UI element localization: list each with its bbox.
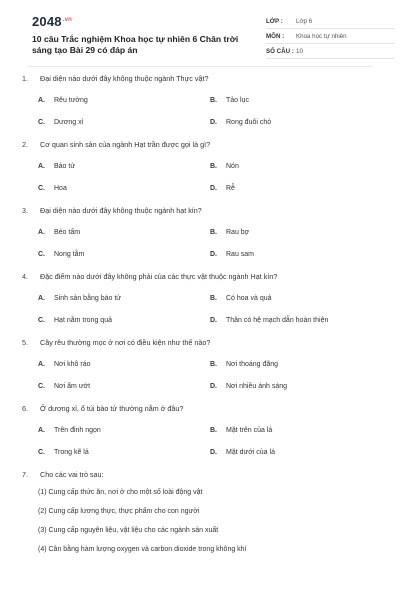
- answer-options: [0, 294, 400, 326]
- answer-letter: C.: [38, 449, 45, 456]
- info-value: 10: [296, 47, 303, 55]
- answer-text: Bào tử: [54, 163, 76, 170]
- answer-option-d[interactable]: [210, 118, 382, 128]
- answer-options: [0, 228, 400, 260]
- answer-option-c[interactable]: [38, 184, 210, 194]
- answer-letter: B.: [210, 427, 217, 434]
- role-item: (1) Cung cấp thức ăn, nơi ở cho một số loài động vật: [38, 489, 203, 496]
- question-2: [0, 140, 400, 194]
- answer-letter: B.: [210, 295, 217, 302]
- bottom-fade: [0, 586, 400, 600]
- answer-option-c[interactable]: [38, 118, 210, 128]
- answer-option-c[interactable]: [38, 250, 210, 260]
- question-prompt: Đặc điểm nào dưới đây không phải của các thực vật thuộc ngành Hạt kín?: [40, 272, 278, 281]
- answer-option-b[interactable]: [210, 96, 382, 106]
- answer-option-b[interactable]: [210, 294, 382, 304]
- answer-text: Nón: [226, 163, 239, 170]
- answer-option-d[interactable]: [210, 184, 382, 194]
- answer-letter: C.: [38, 251, 45, 258]
- logo-suffix: .vn: [62, 16, 73, 23]
- answer-text: Tảo lục: [226, 97, 249, 104]
- answer-letter: D.: [210, 449, 217, 456]
- answer-text: Mặt dưới của lá: [226, 449, 275, 456]
- question-prompt: Đại diện nào dưới đây không thuộc ngành Thực vật?: [40, 74, 209, 83]
- answer-option-d[interactable]: [210, 316, 382, 326]
- question-text: [0, 404, 400, 414]
- answer-letter: C.: [38, 317, 45, 324]
- info-row-count: [266, 44, 394, 59]
- answer-letter: A.: [38, 427, 45, 434]
- answer-letter: D.: [210, 119, 217, 126]
- answer-text: Sinh sản bằng bào tử: [54, 295, 121, 302]
- header-divider: [28, 66, 372, 67]
- answer-letter: D.: [210, 383, 217, 390]
- answer-option-a[interactable]: [38, 162, 210, 172]
- answer-text: Nong tằm: [54, 251, 85, 258]
- answer-text: Thân có hệ mạch dẫn hoàn thiện: [226, 317, 329, 324]
- answer-letter: B.: [210, 163, 217, 170]
- role-item: (2) Cung cấp lương thực, thực phẩm cho con người: [38, 508, 200, 515]
- answer-option-c[interactable]: [38, 448, 210, 458]
- answer-text: Nơi thoáng đãng: [226, 361, 279, 368]
- question-number: 2.: [22, 140, 28, 149]
- answer-text: Dương xỉ: [54, 119, 84, 126]
- answer-option-a[interactable]: [38, 294, 210, 304]
- role-item: (4) Cân bằng hàm lượng oxygen và carbon dioxide trong không khí: [38, 546, 247, 553]
- question-5: [0, 338, 400, 392]
- info-value: Khoa học tự nhiên: [296, 32, 347, 40]
- answer-text: Rêu tường: [54, 97, 88, 104]
- answer-letter: C.: [38, 119, 45, 126]
- answer-letter: D.: [210, 317, 217, 324]
- site-logo[interactable]: [32, 14, 72, 29]
- answer-text: Trên đỉnh ngọn: [54, 427, 101, 434]
- role-list: [0, 488, 400, 555]
- answer-letter: D.: [210, 251, 217, 258]
- answer-option-a[interactable]: [38, 360, 210, 370]
- question-prompt: Ở dương xỉ, ổ túi bào tử thường nằm ở đâu?: [40, 404, 184, 413]
- answer-letter: C.: [38, 383, 45, 390]
- question-text: [0, 272, 400, 282]
- answer-option-b[interactable]: [210, 162, 382, 172]
- answer-text: Bèo tấm: [54, 229, 81, 236]
- answer-letter: B.: [210, 97, 217, 104]
- answer-option-a[interactable]: [38, 96, 210, 106]
- question-number: 5.: [22, 338, 28, 347]
- answer-letter: B.: [210, 229, 217, 236]
- answer-options: [0, 360, 400, 392]
- info-value: Lớp 6: [296, 17, 313, 25]
- question-text: [0, 470, 400, 480]
- info-label: SỐ CÂU :: [266, 47, 294, 55]
- question-number: 7.: [22, 470, 28, 479]
- question-number: 1.: [22, 74, 28, 83]
- question-number: 3.: [22, 206, 28, 215]
- answer-option-d[interactable]: [210, 250, 382, 260]
- answer-text: Nơi nhiều ánh sáng: [226, 383, 288, 390]
- answer-option-c[interactable]: [38, 382, 210, 392]
- question-prompt: Cây rêu thường mọc ở nơi có điều kiện như thế nào?: [40, 338, 211, 347]
- answer-option-d[interactable]: [210, 382, 382, 392]
- question-number: 4.: [22, 272, 28, 281]
- question-number: 6.: [22, 404, 28, 413]
- answer-text: Hoa: [54, 185, 67, 192]
- answer-option-b[interactable]: [210, 228, 382, 238]
- answer-letter: A.: [38, 229, 45, 236]
- question-1: [0, 74, 400, 128]
- answer-option-a[interactable]: [38, 426, 210, 436]
- question-3: [0, 206, 400, 260]
- question-text: [0, 206, 400, 216]
- answer-text: Nơi khô ráo: [54, 361, 91, 368]
- question-prompt: Cho các vai trò sau:: [40, 470, 104, 479]
- header: [14, 0, 386, 64]
- answer-letter: A.: [38, 361, 45, 368]
- page-title: 10 câu Trắc nghiệm Khoa học tự nhiên 6 Chân trời sáng tạo Bài 29 có đáp án: [32, 34, 239, 55]
- answer-text: Rong đuôi chó: [226, 119, 272, 126]
- answer-text: Rễ: [226, 185, 235, 192]
- answer-text: Rau bợ: [226, 229, 250, 236]
- logo-text: 2048: [32, 14, 62, 29]
- answer-text: Mặt trên của lá: [226, 427, 273, 434]
- question-prompt: Đại diện nào dưới đây không thuộc ngành hạt kín?: [40, 206, 202, 215]
- answer-option-c[interactable]: [38, 316, 210, 326]
- question-list: [0, 74, 400, 567]
- answer-text: Rau sam: [226, 251, 255, 258]
- answer-letter: D.: [210, 185, 217, 192]
- question-prompt: Cơ quan sinh sản của ngành Hạt trần được gọi là gì?: [40, 140, 211, 149]
- question-text: [0, 140, 400, 150]
- answer-text: Có hoa và quả: [226, 295, 272, 302]
- question-7: [0, 470, 400, 555]
- info-label: LỚP :: [266, 17, 283, 25]
- info-box: [266, 14, 394, 59]
- question-text: [0, 338, 400, 348]
- answer-option-d[interactable]: [210, 448, 382, 458]
- info-row-class: [266, 14, 394, 29]
- question-text: [0, 74, 400, 84]
- answer-options: [0, 162, 400, 194]
- answer-options: [0, 96, 400, 128]
- info-label: MÔN :: [266, 32, 285, 40]
- info-row-subject: [266, 29, 394, 44]
- answer-letter: A.: [38, 97, 45, 104]
- question-4: [0, 272, 400, 326]
- answer-options: [0, 426, 400, 458]
- answer-option-b[interactable]: [210, 360, 382, 370]
- question-6: [0, 404, 400, 458]
- role-item: (3) Cung cấp nguyên liệu, vật liệu cho các ngành sản xuất: [38, 527, 219, 534]
- answer-letter: A.: [38, 295, 45, 302]
- answer-text: Hạt nằm trong quả: [54, 317, 112, 324]
- answer-text: Trong kẽ lá: [54, 449, 89, 456]
- answer-letter: A.: [38, 163, 45, 170]
- answer-letter: B.: [210, 361, 217, 368]
- answer-text: Nơi ẩm ướt: [54, 383, 91, 390]
- answer-option-a[interactable]: [38, 228, 210, 238]
- answer-letter: C.: [38, 185, 45, 192]
- answer-option-b[interactable]: [210, 426, 382, 436]
